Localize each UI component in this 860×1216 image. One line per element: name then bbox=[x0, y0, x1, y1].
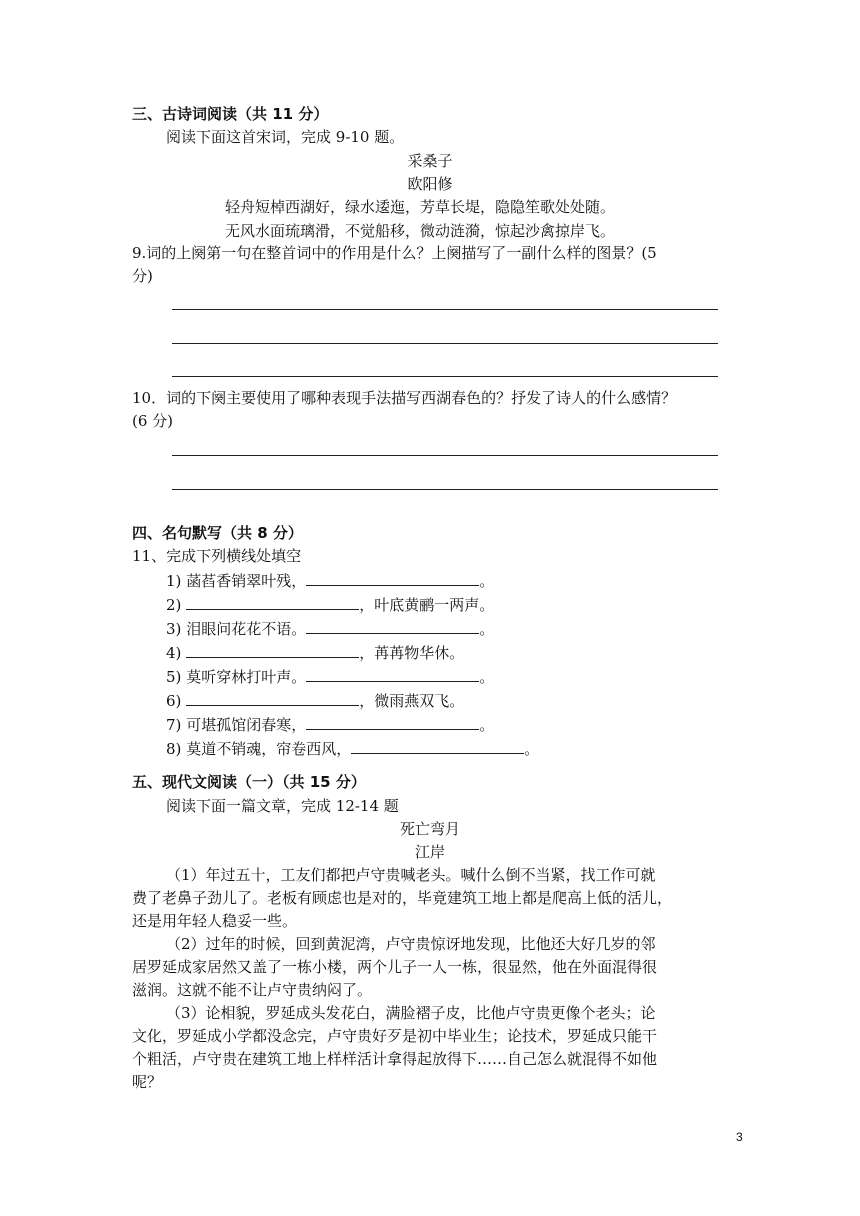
answer-line[interactable] bbox=[172, 455, 718, 456]
section-5-heading: 五、现代文阅读（一）（共 15 分） bbox=[132, 773, 366, 791]
item-text: 。 bbox=[479, 716, 495, 734]
fill-item-2 bbox=[166, 593, 494, 616]
paragraph-2-line: 居罗延成家居然又盖了一栋小楼，两个儿子一人一栋，很显然，他在外面混得很 bbox=[132, 958, 658, 976]
item-number: 2) bbox=[166, 596, 182, 614]
question-10-line-2: (6 分) bbox=[132, 412, 174, 430]
paragraph-2-line: （2）过年的时候，回到黄泥湾，卢守贵惊讶地发现，比他还大好几岁的邻 bbox=[166, 935, 656, 953]
paragraph-3-line: （3）论相貌，罗延成头发花白，满脸褶子皮，比他卢守贵更像个老头；论 bbox=[166, 1004, 656, 1022]
poem-author: 欧阳修 bbox=[407, 175, 453, 193]
section-3-heading: 三、古诗词阅读（共 11 分） bbox=[132, 105, 329, 123]
item-number: 5) bbox=[166, 668, 182, 686]
fill-item-1 bbox=[166, 569, 494, 592]
question-11: 11、完成下列横线处填空 bbox=[132, 547, 302, 565]
item-text: 。 bbox=[479, 620, 495, 638]
section-3-instruction: 阅读下面这首宋词，完成 9-10 题。 bbox=[166, 128, 405, 146]
paragraph-3-line: 呢？ bbox=[132, 1073, 163, 1091]
fill-item-3 bbox=[166, 617, 494, 640]
item-text: 。 bbox=[479, 572, 495, 590]
paragraph-3-line: 个粗活，卢守贵在建筑工地上样样活计拿得起放得下……自己怎么就混得不如他 bbox=[132, 1050, 658, 1068]
question-9-line-1: 9.词的上阕第一句在整首词中的作用是什么？上阕描写了一副什么样的图景？(5 bbox=[132, 244, 657, 262]
answer-line[interactable] bbox=[172, 489, 718, 490]
answer-line[interactable] bbox=[172, 376, 718, 377]
item-text: 莫道不销魂，帘卷西风， bbox=[186, 740, 352, 758]
fill-item-6 bbox=[166, 689, 464, 712]
fill-blank[interactable] bbox=[186, 641, 359, 658]
paragraph-2-line: 滋润。这就不能不让卢守贵纳闷了。 bbox=[132, 981, 373, 999]
fill-blank[interactable] bbox=[186, 593, 359, 610]
fill-blank[interactable] bbox=[306, 569, 479, 586]
fill-blank[interactable] bbox=[351, 737, 524, 754]
item-text: 泪眼问花花不语。 bbox=[186, 620, 307, 638]
item-text: ，苒苒物华休。 bbox=[359, 644, 465, 662]
article-title: 死亡弯月 bbox=[399, 820, 460, 838]
fill-blank[interactable] bbox=[306, 617, 479, 634]
item-number: 3) bbox=[166, 620, 182, 638]
article-author: 江岸 bbox=[414, 843, 445, 861]
item-text: 莫听穿林打叶声。 bbox=[186, 668, 307, 686]
poem-line-1: 轻舟短棹西湖好，绿水逶迤，芳草长堤，隐隐笙歌处处随。 bbox=[225, 198, 616, 216]
item-text: ，叶底黄鹂一两声。 bbox=[359, 596, 495, 614]
item-text: 可堪孤馆闭春寒， bbox=[186, 716, 307, 734]
item-number: 4) bbox=[166, 644, 182, 662]
paragraph-1-line: 费了老鼻子劲儿了。老板有顾虑也是对的，毕竟建筑工地上都是爬高上低的活儿， bbox=[132, 889, 673, 907]
item-text: ，微雨燕双飞。 bbox=[359, 692, 465, 710]
item-number: 6) bbox=[166, 692, 182, 710]
question-9-line-2: 分) bbox=[132, 267, 153, 285]
section-5-instruction: 阅读下面一篇文章，完成 12-14 题 bbox=[166, 797, 399, 815]
question-10-line-1: 10．词的下阕主要使用了哪种表现手法描写西湖春色的？抒发了诗人的什么感情？ bbox=[132, 389, 677, 407]
fill-blank[interactable] bbox=[186, 689, 359, 706]
fill-item-7 bbox=[166, 713, 494, 736]
paragraph-3-line: 文化，罗延成小学都没念完，卢守贵好歹是初中毕业生；论技术，罗延成只能干 bbox=[132, 1027, 658, 1045]
paragraph-1-line: 还是用年轻人稳妥一些。 bbox=[132, 912, 298, 930]
item-number: 8) bbox=[166, 740, 182, 758]
fill-item-4 bbox=[166, 641, 464, 664]
poem-title: 采桑子 bbox=[407, 152, 453, 170]
item-number: 1) bbox=[166, 572, 182, 590]
item-number: 7) bbox=[166, 716, 182, 734]
fill-item-5 bbox=[166, 665, 494, 688]
item-text: 。 bbox=[479, 668, 495, 686]
section-4-heading: 四、名句默写（共 8 分） bbox=[132, 524, 303, 542]
item-text: 菡萏香销翠叶残， bbox=[186, 572, 307, 590]
answer-line[interactable] bbox=[172, 309, 718, 310]
answer-line[interactable] bbox=[172, 343, 718, 344]
paragraph-1-line: （1）年过五十，工友们都把卢守贵喊老头。喊什么倒不当紧，找工作可就 bbox=[166, 866, 656, 884]
fill-item-8 bbox=[166, 737, 539, 760]
poem-line-2: 无风水面琉璃滑，不觉船移，微动涟漪，惊起沙禽掠岸飞。 bbox=[225, 222, 616, 240]
page-number: 3 bbox=[736, 1130, 743, 1144]
fill-blank[interactable] bbox=[306, 713, 479, 730]
item-text: 。 bbox=[524, 740, 540, 758]
fill-blank[interactable] bbox=[306, 665, 479, 682]
